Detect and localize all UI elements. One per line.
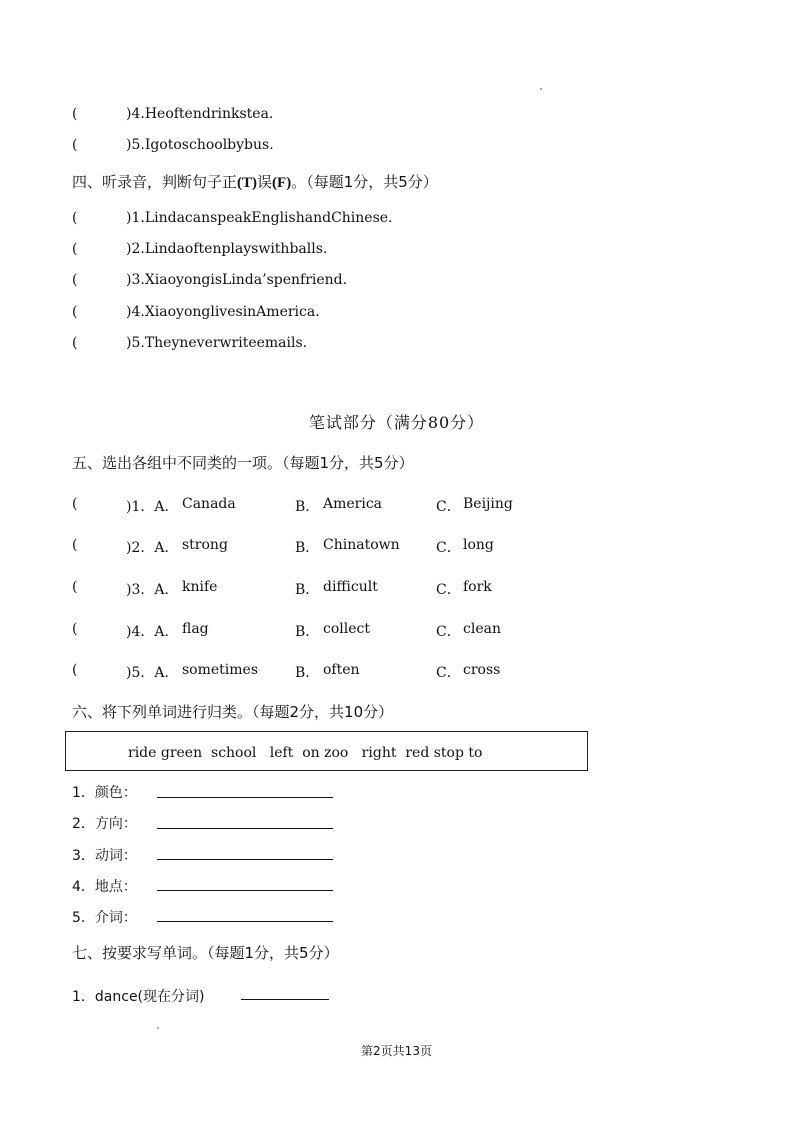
section4-title: 四、听录音，判断句子正(T)误(F)。（每题1分，共5分）: [72, 173, 438, 191]
answer-paren[interactable]: (: [72, 335, 78, 351]
category-label: 1．颜色：: [72, 785, 137, 801]
page-footer: 第2页共13页: [361, 1044, 432, 1058]
section6-title: 六、将下列单词进行归类。（每题2分，共10分）: [72, 703, 394, 721]
answer-paren[interactable]: (: [72, 304, 78, 320]
scan-dot: [540, 88, 542, 90]
category-label: 4．地点：: [72, 879, 137, 895]
answer-paren[interactable]: (: [72, 579, 78, 595]
answer-blank[interactable]: [157, 828, 333, 829]
answer-paren[interactable]: (: [72, 662, 78, 678]
worksheet-page: ( )4.Heoftendrinkstea. ( )5.Igotoschoolbybus. 四、听录音，判断句子正(T)误(F)。（每题1分，共5分） ( )1.LindacanspeakEnglishandChinese. ( )2.Lindaoftenplayswithballs. ( )3.XiaoyongisLinda’spenfriend. ( )4.XiaoyonglivesinAmerica. ( )5.Theyneverwriteemails. 笔试部分（满分80分） 五、选出各组中不同类的一项。（每题1分，共5分） ( )1．A． Canada B． America C． Beijing ( )2．A． strong B． Chinatown C． long ( )3．A． knife B． difficult C． fork ( )4．A． flag B． collect C． clean ( )5．A． sometimes B． often C． cross 六、将下列单词进行归类。（每题2分，共10分） ride green school left on zoo right red stop to 1．颜色： 2．方向： 3．动词： 4．地点： 5．介词： 七、按要求写单词。（每题1分，共5分） 1．dance(现在分词) 第2页共13页: [0, 0, 793, 1123]
answer-blank[interactable]: [157, 859, 333, 860]
answer-blank[interactable]: [157, 890, 333, 891]
section7-title: 七、按要求写单词。（每题1分，共5分）: [72, 944, 339, 962]
word-bank-box: [65, 731, 588, 771]
category-label: 5．介词：: [72, 910, 137, 926]
written-part-title: 笔试部分（满分80分）: [308, 413, 485, 432]
answer-paren[interactable]: (: [72, 272, 78, 288]
answer-blank[interactable]: [157, 797, 333, 798]
section5-title: 五、选出各组中不同类的一项。（每题1分，共5分）: [72, 454, 414, 472]
category-label: 3．动词：: [72, 848, 137, 864]
answer-paren[interactable]: (: [72, 106, 78, 122]
answer-blank[interactable]: [157, 921, 333, 922]
answer-paren[interactable]: (: [72, 241, 78, 257]
category-label: 2．方向：: [72, 816, 137, 832]
answer-paren[interactable]: (: [72, 621, 78, 637]
word-bank-text: ride green school left on zoo right red stop to: [128, 745, 483, 761]
answer-paren[interactable]: (: [72, 496, 78, 512]
scan-dot: [157, 1027, 159, 1029]
answer-paren[interactable]: (: [72, 137, 78, 153]
answer-paren[interactable]: (: [72, 537, 78, 553]
answer-paren[interactable]: (: [72, 210, 78, 226]
question-label: 1．dance(现在分词): [72, 989, 205, 1005]
answer-blank[interactable]: [241, 999, 329, 1000]
